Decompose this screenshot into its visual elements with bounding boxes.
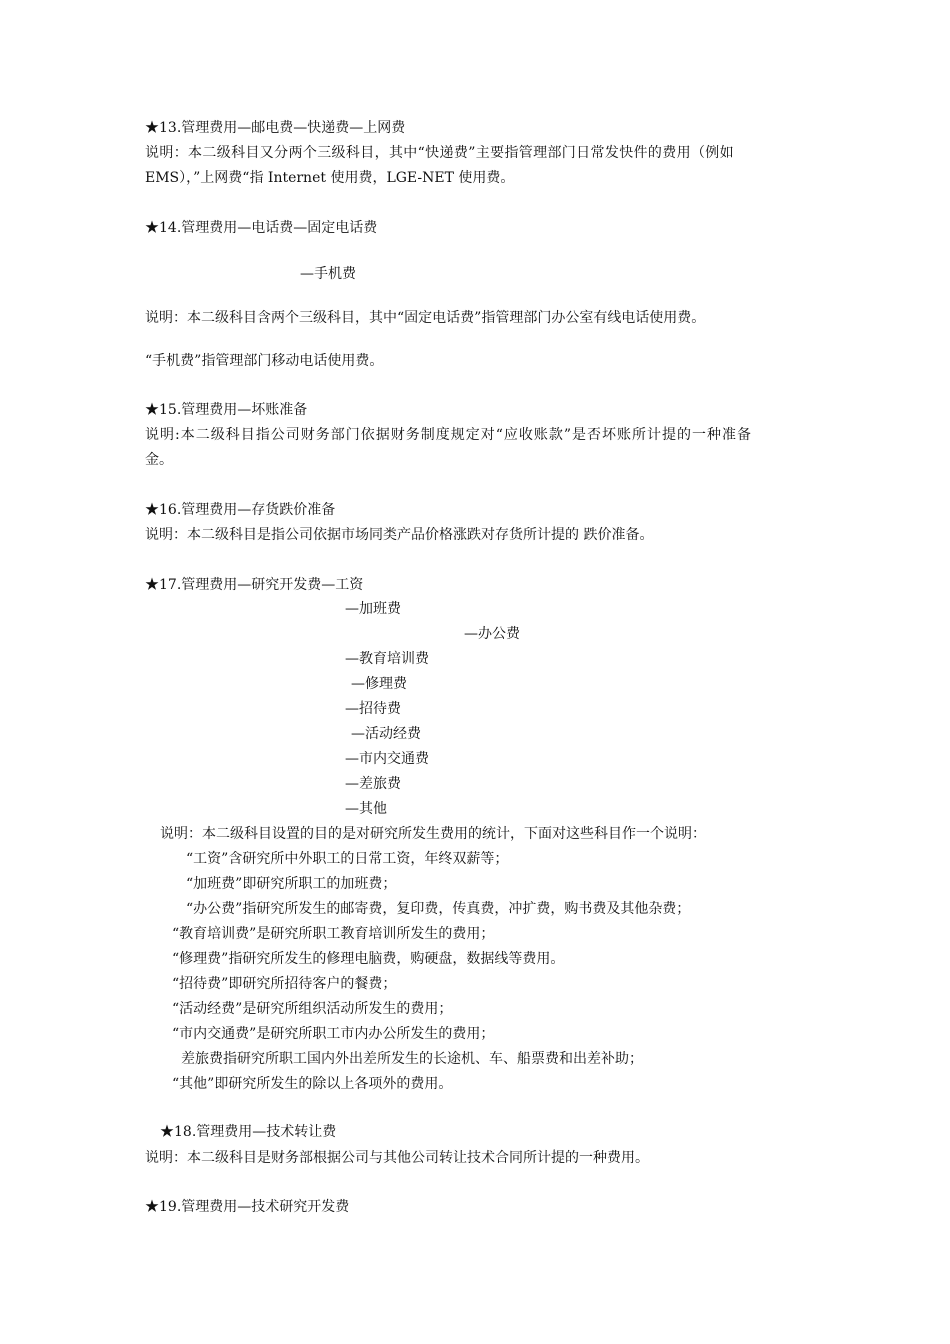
section-17-sub-item: —修理费 [351,676,407,692]
section-15-desc-line2: 金。 [145,452,173,468]
section-17-intro: 说明：本二级科目设置的目的是对研究所发生费用的统计，下面对这些科目作一个说明： [160,826,706,842]
section-16-desc-line1: 说明：本二级科目是指公司依据市场同类产品价格涨跌对存货所计提的 跌价准备。 [145,527,654,543]
section-17-note: “活动经费”是研究所组织活动所发生的费用； [172,1001,453,1017]
section-14-sub-item: —手机费 [300,266,356,282]
section-14-desc-line2: “手机费”指管理部门移动电话使用费。 [145,353,384,369]
section-14-desc-line1: 说明：本二级科目含两个三级科目，其中“固定电话费”指管理部门办公室有线电话使用费。 [145,310,706,326]
section-17-note: “工资”含研究所中外职工的日常工资，年终双薪等； [186,851,509,867]
section-17-heading: ★17.管理费用—研究开发费—工资 [145,577,364,593]
section-17-sub-item: —市内交通费 [345,751,429,767]
section-17-note: “招待费”即研究所招待客户的餐费； [172,976,397,992]
section-17-note: “办公费”指研究所发生的邮寄费，复印费，传真费，冲扩费，购书费及其他杂费； [186,901,691,917]
section-17-note: “教育培训费”是研究所职工教育培训所发生的费用； [172,926,495,942]
section-17-sub-item: —教育培训费 [345,651,429,667]
section-17-note: 差旅费指研究所职工国内外出差所发生的长途机、车、船票费和出差补助； [181,1051,643,1067]
section-17-note: “其他”即研究所发生的除以上各项外的费用。 [172,1076,453,1092]
section-17-sub-item: —差旅费 [345,776,401,792]
section-18-desc-line1: 说明：本二级科目是财务部根据公司与其他公司转让技术合同所计提的一种费用。 [145,1150,649,1166]
section-17-sub-item: —其他 [345,801,387,817]
section-13-heading: ★13.管理费用—邮电费—快递费—上网费 [145,120,406,136]
section-17-sub-item: —活动经费 [351,726,421,742]
section-17-note: “加班费”即研究所职工的加班费； [186,876,397,892]
section-13-desc-line1: 说明：本二级科目又分两个三级科目，其中“快递费”主要指管理部门日常发快件的费用（例如 [145,145,735,161]
section-17-sub-item: —加班费 [345,601,401,617]
section-19-heading: ★19.管理费用—技术研究开发费 [145,1199,350,1215]
section-18-heading: ★18.管理费用—技术转让费 [160,1124,337,1140]
section-17-sub-item: —招待费 [345,701,401,717]
section-17-sub-item: —办公费 [464,626,520,642]
section-14-heading: ★14.管理费用—电话费—固定电话费 [145,220,378,236]
section-15-desc-line1: 说明:本二级科目指公司财务部门依据财务制度规定对“应收账款”是否坏账所计提的一种准备 [145,427,753,443]
section-17-note: “修理费”指研究所发生的修理电脑费，购硬盘，数据线等费用。 [172,951,565,967]
section-15-heading: ★15.管理费用—坏账准备 [145,402,308,418]
section-17-note: “市内交通费”是研究所职工市内办公所发生的费用； [172,1026,495,1042]
section-13-desc-line2: EMS），”上网费“指 Internet 使用费，LGE-NET 使用费。 [145,170,515,186]
section-16-heading: ★16.管理费用—存货跌价准备 [145,502,336,518]
